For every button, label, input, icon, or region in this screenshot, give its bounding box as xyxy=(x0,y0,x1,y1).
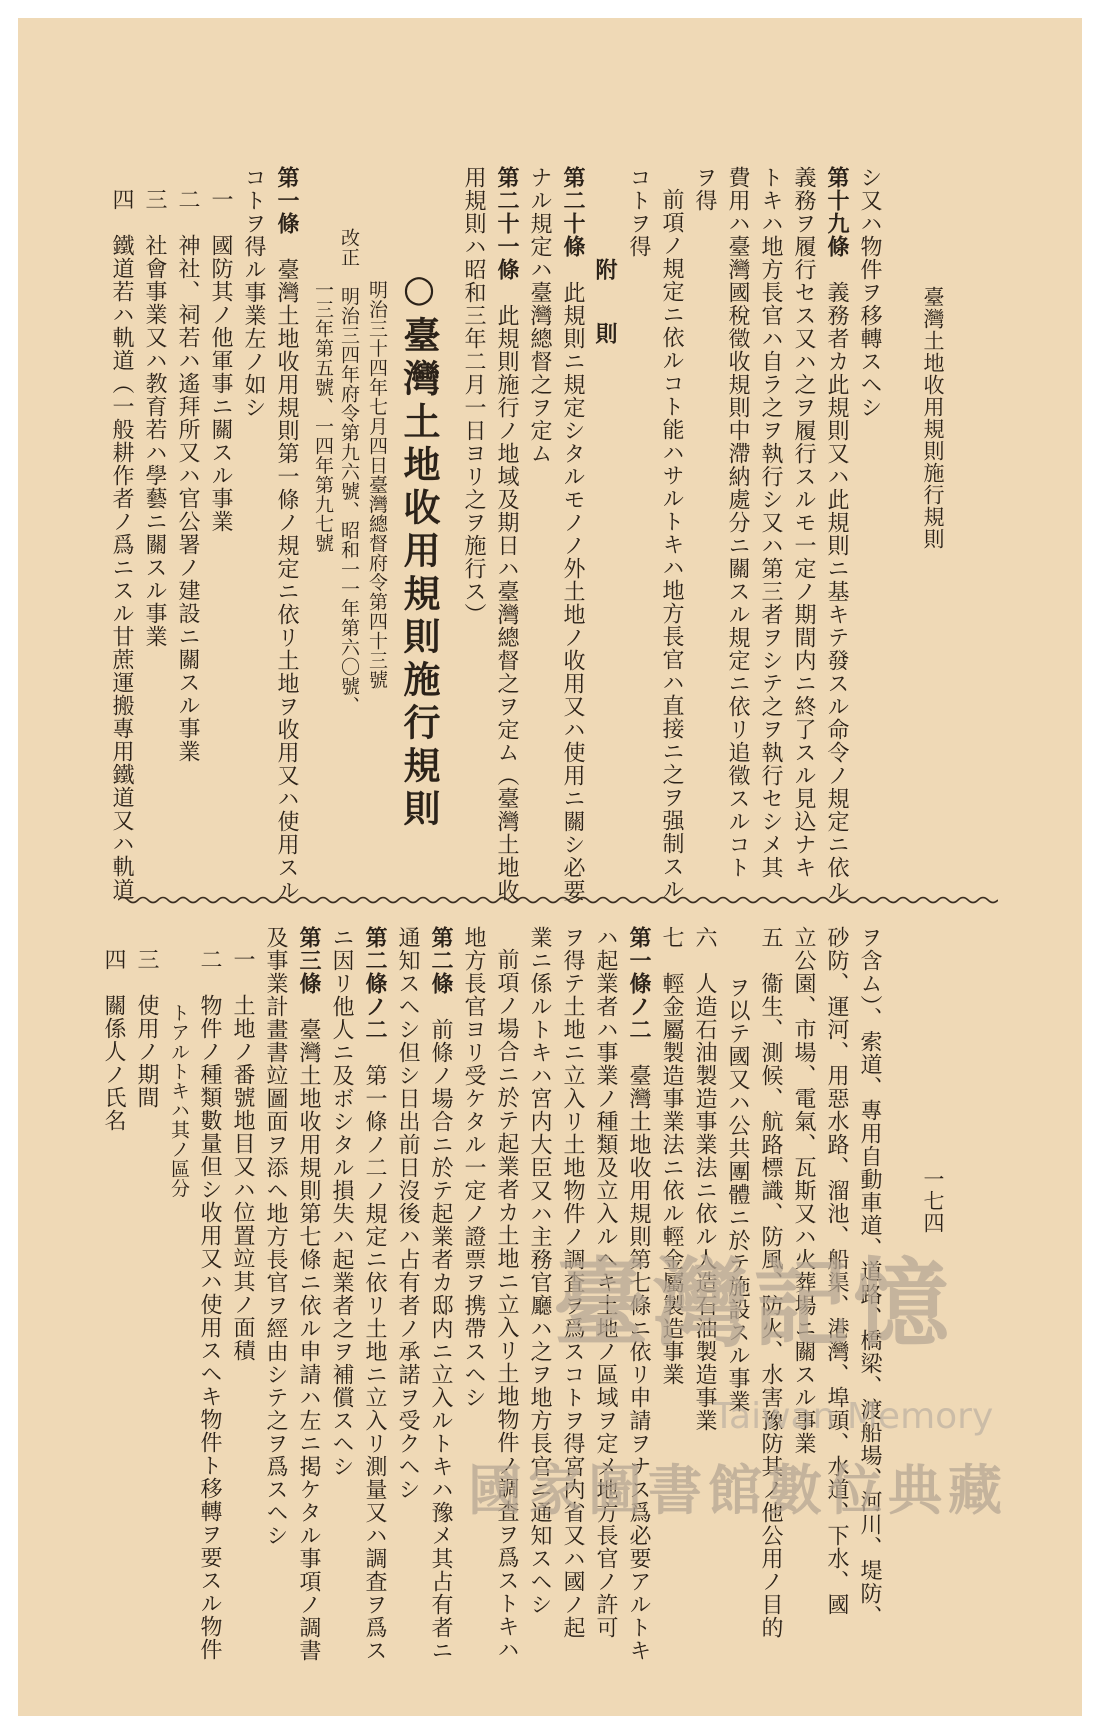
article-label: 第一條 xyxy=(274,166,299,235)
list-item xyxy=(205,188,235,533)
appendix-heading: 附 則 xyxy=(592,258,618,354)
text-column: 費用ハ臺灣國稅徵收規則中滯納處分ニ關スル規定ニ依リ追徵スルコト xyxy=(725,166,750,879)
scanned-page xyxy=(18,18,1082,1716)
text-column: 立公園、市場、電氣、瓦斯又ハ火葬場ニ關スル事業 xyxy=(791,926,816,1455)
item-text: 鐵道若ハ軌道（一般耕作者ノ爲ニスル甘蔗運搬專用鐵道又ハ軌道 xyxy=(109,234,134,901)
amendment-note xyxy=(334,228,364,716)
article-20 xyxy=(557,166,587,902)
watermark-seal: 臺灣記憶 xyxy=(553,1247,953,1360)
item-number: 三 xyxy=(134,948,159,971)
article-21 xyxy=(491,166,521,902)
article-text: 臺灣土地收用規則第七條ニ依リ申請ヲナス爲必要アルトキ xyxy=(626,1064,651,1662)
library-watermark xyxy=(468,1218,1028,1588)
amendment-note-cont: 一三年第五號、一四年第九七號 xyxy=(312,280,334,553)
text-column: 業ニ係ルトキハ宮内大臣又ハ主務官廳ハ之ヲ地方長官ニ通知スヘシ xyxy=(527,926,552,1616)
text-column: 用規則ハ昭和三年二月一日ヨリ之ヲ施行ス） xyxy=(461,166,486,626)
text-column: トアルトキハ其ノ區分 xyxy=(168,1003,190,1198)
item-number: 四 xyxy=(109,188,134,211)
item-number: 六 xyxy=(692,926,717,949)
text-column: トキハ地方長官ハ自ラ之ヲ執行シ又ハ第三者ヲシテ之ヲ執行セシメ其 xyxy=(758,166,783,879)
item-number: 四 xyxy=(101,948,126,971)
document-title: ○臺灣土地收用規則施行規則 xyxy=(397,266,441,832)
section-divider xyxy=(118,894,998,906)
article-19 xyxy=(821,166,851,902)
text-column: ヲ以テ國又ハ公共團體ニ於テ施設スル事業 xyxy=(725,976,750,1413)
text-column: ハ起業者ハ事業ノ種類及立入ルヘキ土地ノ區域ヲ定メ地方長官ノ許可 xyxy=(593,926,618,1639)
item-number: 一 xyxy=(208,188,233,211)
text-column: シ又ハ物件ヲ移轉スヘシ xyxy=(857,166,882,419)
list-item xyxy=(106,188,136,901)
article-text: 義務者カ此規則又ハ此規則ニ基キテ發スル命令ノ規定ニ依ル xyxy=(824,281,849,902)
article-2 xyxy=(425,926,455,1662)
text-column: コトヲ得 xyxy=(626,166,651,258)
article-2-2 xyxy=(359,926,389,1662)
article-label: 第二條 xyxy=(428,926,453,995)
text-column: 及事業計畫書竝圖面ヲ添ヘ地方長官ヲ經由シテ之ヲ爲スヘシ xyxy=(263,926,288,1547)
item-number: 二 xyxy=(197,948,222,971)
article-text: 此規則ニ規定シタルモノノ外土地ノ收用又ハ使用ニ關シ必要 xyxy=(560,281,585,902)
article-label: 第二十一條 xyxy=(494,166,519,281)
item-text: 國防其ノ他軍事ニ關スル事業 xyxy=(208,234,233,533)
page-number: 一七四 xyxy=(921,1168,945,1234)
list-item xyxy=(139,188,169,648)
item-number: 七 xyxy=(659,926,684,949)
article-label: 第十九條 xyxy=(824,166,849,258)
text-column: ヲ含ム）、索道、專用自動車道、道路、橋梁、渡船場、河川、堤防、 xyxy=(857,926,882,1628)
item-text: 衞生、測候、航路標識、防風、防火、水害豫防其ノ他公用ノ目的 xyxy=(758,972,783,1639)
text-column: ヲ得 xyxy=(692,166,717,212)
item-text: 社會事業又ハ教育若ハ學藝ニ關スル事業 xyxy=(142,234,167,648)
item-text: 使用ノ期間 xyxy=(134,994,159,1109)
article-text: 第一條ノ二ノ規定ニ依リ土地ニ立入リ測量又ハ調査ヲ爲ス xyxy=(362,1064,387,1662)
article-text: 此規則施行ノ地域及期日ハ臺灣總督之ヲ定ム（臺灣土地收 xyxy=(494,304,519,902)
item-text: 關係人ノ氏名 xyxy=(101,994,126,1132)
amendment-text: 明治三四年府令第九六號、昭和一一年第六〇號、 xyxy=(338,286,360,716)
list-item xyxy=(194,948,224,1661)
article-text: 臺灣土地收用規則第七條ニ依ル申請ハ左ニ掲ケタル事項ノ調書 xyxy=(296,1018,321,1662)
list-item xyxy=(227,948,257,1362)
list-item xyxy=(172,188,202,763)
text-column: 義務ヲ履行セス又ハ之ヲ履行スルモ一定ノ期間内ニ終了スル見込ナキ xyxy=(791,166,816,879)
item-number: 五 xyxy=(758,926,783,949)
item-text: 人造石油製造事業法ニ依ル人造石油製造事業 xyxy=(692,972,717,1432)
article-label: 第一條ノ二 xyxy=(626,926,651,1041)
enactment-note: 明治三十四年七月四日臺灣總督府令第四十三號 xyxy=(366,280,388,690)
article-label: 第二十條 xyxy=(560,166,585,258)
list-item xyxy=(131,948,161,1109)
item-text: 物件ノ種類數量但シ收用又ハ使用スヘキ物件ト移轉ヲ要スル物件 xyxy=(197,994,222,1661)
running-title: 臺灣土地收用規則施行規則 xyxy=(921,286,945,550)
article-text: 前條ノ場合ニ於テ起業者カ邸内ニ立入ルトキハ豫メ其占有者ニ xyxy=(428,1018,453,1662)
article-1 xyxy=(271,166,301,902)
item-number: 二 xyxy=(175,188,200,211)
list-item xyxy=(98,948,128,1132)
item-text: 神社、祠若ハ遙拜所又ハ官公署ノ建設ニ關スル事業 xyxy=(175,234,200,763)
article-text: 臺灣土地收用規則第一條ノ規定ニ依リ土地ヲ收用又ハ使用スル xyxy=(274,258,299,902)
item-number: 一 xyxy=(230,948,255,971)
item-number: 三 xyxy=(142,188,167,211)
article-label: 第二條ノ二 xyxy=(362,926,387,1041)
text-column: ナル規定ハ臺灣總督之ヲ定ム xyxy=(527,166,552,465)
text-column: 地方長官ヨリ受ケタル一定ノ證票ヲ携帶スヘシ xyxy=(461,926,486,1409)
article-3 xyxy=(293,926,323,1662)
amendment-prefix: 改正 xyxy=(338,228,360,267)
article-label: 第三條 xyxy=(296,926,321,995)
watermark-chinese: 國家圖書館數位典藏 xyxy=(468,1459,1008,1522)
text-column: コトヲ得ル事業左ノ如シ xyxy=(241,166,266,419)
item-text: 土地ノ番號地目又ハ位置竝其ノ面積 xyxy=(230,994,255,1362)
text-column: 通知スヘシ但シ日出前日沒後ハ占有者ノ承諾ヲ受クヘシ xyxy=(395,926,420,1501)
text-column: 前項ノ場合ニ於テ起業者カ土地ニ立入リ土地物件ノ調査ヲ爲ストキハ xyxy=(494,948,519,1661)
watermark-english: Taiwan Memory xyxy=(713,1396,994,1437)
text-column: ヲ得テ土地ニ立入リ土地物件ノ調査ヲ爲スコトヲ得宮内省又ハ國ノ起 xyxy=(560,926,585,1639)
text-column: ニ因リ他人ニ及ボシタル損失ハ起業者之ヲ補償スヘシ xyxy=(329,926,354,1478)
text-column: 砂防、運河、用惡水路、溜池、船渠、港灣、埠頭、水道、下水、國 xyxy=(824,926,849,1616)
text-column: 前項ノ規定ニ依ルコト能ハサルトキハ地方長官ハ直接ニ之ヲ强制スル xyxy=(659,188,684,901)
item-text: 輕金屬製造事業法ニ依ル輕金屬製造事業 xyxy=(659,972,684,1386)
